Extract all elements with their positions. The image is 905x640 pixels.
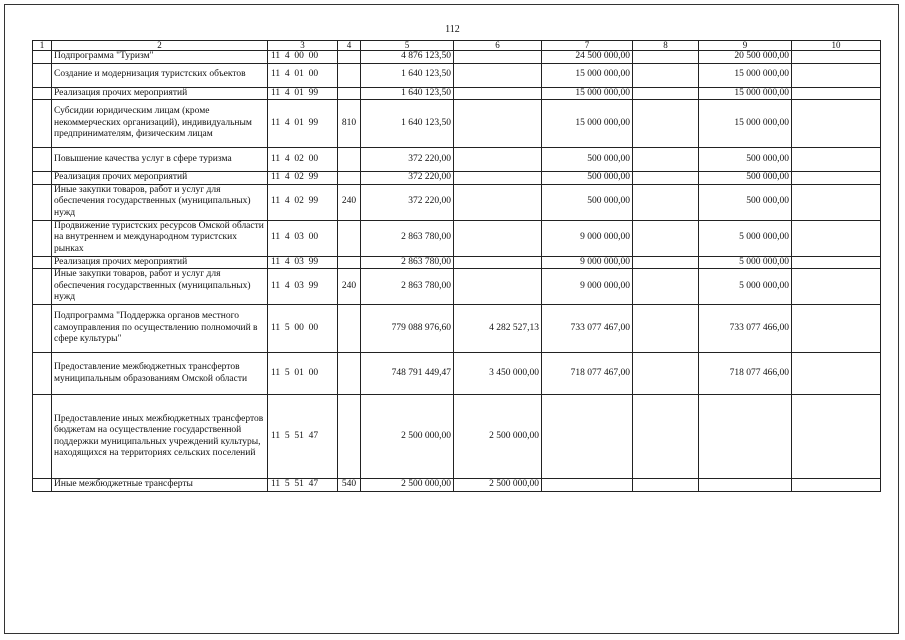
row-col8 [633,269,699,305]
row-col9: 500 000,00 [699,172,792,185]
row-name: Субсидии юридическим лицам (кроме некоммерческих организаций), индивидуальным предпринимателям, физическим лицам [52,100,268,148]
row-code: 11 4 01 99 [268,100,338,148]
table-row [33,63,881,87]
row-name: Реализация прочих мероприятий [52,87,268,100]
header-col-8: 8 [633,41,699,51]
row-col7: 500 000,00 [542,172,633,185]
table-row [33,220,881,256]
row-col6: 2 500 000,00 [454,395,542,479]
row-name: Иные закупки товаров, работ и услуг для обеспечения государственных (муниципальных) нужд [52,269,268,305]
row-name: Иные межбюджетные трансферты [52,479,268,492]
table-body [33,51,881,492]
row-kvr [338,256,361,269]
row-code: 11 4 03 99 [268,256,338,269]
row-col8 [633,172,699,185]
row-index-cell [33,172,52,185]
row-code: 11 5 00 00 [268,305,338,353]
row-col7: 15 000 000,00 [542,87,633,100]
row-code: 11 5 01 00 [268,353,338,395]
row-col6 [454,220,542,256]
row-kvr [338,51,361,64]
row-kvr: 540 [338,479,361,492]
row-code: 11 4 00 00 [268,51,338,64]
row-col10 [792,220,881,256]
row-col9: 15 000 000,00 [699,87,792,100]
row-col5: 1 640 123,50 [361,100,454,148]
table-row [33,172,881,185]
row-col8 [633,479,699,492]
row-index-cell [33,87,52,100]
row-col9: 15 000 000,00 [699,100,792,148]
row-kvr [338,87,361,100]
header-col-6: 6 [454,41,542,51]
row-index-cell [33,395,52,479]
row-col7: 718 077 467,00 [542,353,633,395]
row-col6: 4 282 527,13 [454,305,542,353]
row-col8 [633,256,699,269]
row-kvr: 810 [338,100,361,148]
row-col9: 500 000,00 [699,148,792,172]
row-col6: 2 500 000,00 [454,479,542,492]
row-col5: 372 220,00 [361,148,454,172]
row-col9: 15 000 000,00 [699,63,792,87]
row-code: 11 4 03 99 [268,269,338,305]
row-col5: 2 500 000,00 [361,479,454,492]
row-code: 11 4 02 99 [268,172,338,185]
row-col10 [792,87,881,100]
row-col5: 2 863 780,00 [361,256,454,269]
row-col10 [792,353,881,395]
row-code: 11 4 02 00 [268,148,338,172]
row-col6 [454,269,542,305]
row-index-cell [33,220,52,256]
row-col10 [792,479,881,492]
row-name: Создание и модернизация туристских объектов [52,63,268,87]
page-number: 112 [445,24,460,35]
row-col7: 733 077 467,00 [542,305,633,353]
row-col10 [792,172,881,185]
row-col7: 24 500 000,00 [542,51,633,64]
table-row [33,305,881,353]
row-code: 11 5 51 47 [268,479,338,492]
row-col7 [542,395,633,479]
row-col9: 5 000 000,00 [699,269,792,305]
row-col8 [633,184,699,220]
row-col10 [792,256,881,269]
row-name: Иные закупки товаров, работ и услуг для обеспечения государственных (муниципальных) нужд [52,184,268,220]
table-row [33,353,881,395]
header-col-2: 2 [52,41,268,51]
row-index-cell [33,256,52,269]
header-col-10: 10 [792,41,881,51]
row-index-cell [33,184,52,220]
row-col9: 500 000,00 [699,184,792,220]
table-row [33,148,881,172]
row-col5: 779 088 976,60 [361,305,454,353]
row-col5: 372 220,00 [361,184,454,220]
row-col8 [633,63,699,87]
row-col8 [633,87,699,100]
row-col8 [633,51,699,64]
row-col5: 1 640 123,50 [361,63,454,87]
row-index-cell [33,148,52,172]
table-header [33,41,881,51]
row-index-cell [33,100,52,148]
row-index-cell [33,479,52,492]
row-code: 11 4 01 99 [268,87,338,100]
header-col-4: 4 [338,41,361,51]
table-row [33,395,881,479]
row-col7: 500 000,00 [542,184,633,220]
row-col8 [633,305,699,353]
row-col6 [454,100,542,148]
row-col5: 2 500 000,00 [361,395,454,479]
row-code: 11 4 01 00 [268,63,338,87]
header-col-9: 9 [699,41,792,51]
row-kvr [338,172,361,185]
row-name: Реализация прочих мероприятий [52,256,268,269]
row-col10 [792,184,881,220]
row-col7: 15 000 000,00 [542,63,633,87]
row-col10 [792,63,881,87]
row-col9: 20 500 000,00 [699,51,792,64]
row-col7: 9 000 000,00 [542,269,633,305]
row-col10 [792,305,881,353]
header-col-1: 1 [33,41,52,51]
row-col6: 3 450 000,00 [454,353,542,395]
row-col6 [454,87,542,100]
row-col7: 9 000 000,00 [542,220,633,256]
row-col5: 2 863 780,00 [361,220,454,256]
row-col8 [633,100,699,148]
row-col10 [792,395,881,479]
table-row [33,269,881,305]
row-col9 [699,479,792,492]
row-kvr: 240 [338,269,361,305]
row-kvr [338,305,361,353]
row-col7: 15 000 000,00 [542,100,633,148]
row-col8 [633,220,699,256]
row-col6 [454,172,542,185]
row-col10 [792,269,881,305]
row-col7: 500 000,00 [542,148,633,172]
row-index-cell [33,305,52,353]
row-col5: 372 220,00 [361,172,454,185]
row-col9 [699,395,792,479]
row-col6 [454,256,542,269]
row-col6 [454,63,542,87]
table-row [33,87,881,100]
row-col5: 748 791 449,47 [361,353,454,395]
row-name: Продвижение туристских ресурсов Омской области на внутреннем и международном туристских рынках [52,220,268,256]
row-name: Подпрограмма "Туризм" [52,51,268,64]
row-index-cell [33,51,52,64]
row-col5: 4 876 123,50 [361,51,454,64]
table-row [33,100,881,148]
table-row [33,51,881,64]
row-code: 11 4 03 00 [268,220,338,256]
row-col8 [633,353,699,395]
row-col9: 718 077 466,00 [699,353,792,395]
row-index-cell [33,63,52,87]
row-kvr [338,148,361,172]
header-col-3: 3 [268,41,338,51]
row-col7: 9 000 000,00 [542,256,633,269]
row-col10 [792,51,881,64]
row-index-cell [33,353,52,395]
table-row [33,479,881,492]
row-col8 [633,148,699,172]
row-col5: 1 640 123,50 [361,87,454,100]
row-kvr: 240 [338,184,361,220]
row-col9: 5 000 000,00 [699,220,792,256]
row-kvr [338,220,361,256]
row-col9: 5 000 000,00 [699,256,792,269]
row-kvr [338,63,361,87]
row-name: Повышение качества услуг в сфере туризма [52,148,268,172]
row-col7 [542,479,633,492]
table-row [33,256,881,269]
table-row [33,184,881,220]
row-name: Реализация прочих мероприятий [52,172,268,185]
budget-table [32,40,881,492]
row-col6 [454,51,542,64]
row-col10 [792,148,881,172]
row-index-cell [33,269,52,305]
row-col5: 2 863 780,00 [361,269,454,305]
header-col-5: 5 [361,41,454,51]
row-name: Предоставление иных межбюджетных трансфертов бюджетам на осуществление государственной поддержки муниципальных учреждений культуры, находящихся на территориях сельских поселений [52,395,268,479]
row-col6 [454,148,542,172]
row-col10 [792,100,881,148]
row-col9: 733 077 466,00 [699,305,792,353]
row-name: Предоставление межбюджетных трансфертов муниципальным образованиям Омской области [52,353,268,395]
row-kvr [338,353,361,395]
row-code: 11 5 51 47 [268,395,338,479]
header-col-7: 7 [542,41,633,51]
row-name: Подпрограмма "Поддержка органов местного самоуправления по осуществлению полномочий в сфере культуры" [52,305,268,353]
row-kvr [338,395,361,479]
row-code: 11 4 02 99 [268,184,338,220]
row-col8 [633,395,699,479]
row-col6 [454,184,542,220]
